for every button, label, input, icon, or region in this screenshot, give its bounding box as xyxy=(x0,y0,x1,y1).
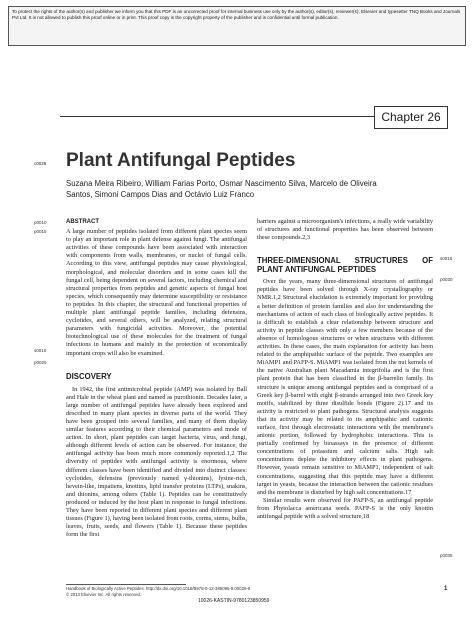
page-number: 1 xyxy=(444,586,448,592)
gutter-code-p0030: p0030 xyxy=(440,277,453,282)
gutter-code-s0015: s0015 xyxy=(440,256,453,261)
title-code: c0026 xyxy=(34,161,47,166)
structures-text: Over the years, many three-dimensional structures of antifungal peptides have been solved through X-ray crystallography or NMR.1,2 Structural elucidation is extremely important for providing a better definition of protein families and also for understanding the mechanisms of action of each class of biologically active peptides. It is difficult to establish a clear relationship between structure and activity in peptide classes with only a few members because of the absence of homologous structures or when structures with different activities. In these cases, the main explanation for activity has been related to the amphipathic surface of the peptide. Two examples are MiAMP1 and PAFP-S. MiAMP1 was isolated from the nut kernels of the native Australian plant Macadamia integrifolia and is the first plant protein that has been classified in the β-barrelin family. Its structure is unique among antifungal peptides and is comprised of a Greek key β-barrel with eight β-strands arranged into two Greek key motifs, stabilized by three disulfide bonds (Figure 2).17 and its activity is restricted to plant pathogens. Structural analysis suggests that its activity may be related to its amphipathic and cationic surface, first through electrostatic interactions with the membrane's anionic portion, followed by hydrophobic interactions. This is partially confirmed by bioassays in the presence of different concentrations of potassium and calcium salts. High salt concentrations deplete the inhibitory effects in plant pathogens. However, yeasts remain sensitive to MiAMP1, independent of salt concentrations, suggesting that this peptide may have a different target in yeasts, because the interaction between the cationic residues and the membrane is disturbed by high salt concentrations.17 xyxy=(257,278,433,496)
chapter-title: Plant Antifungal Peptides xyxy=(66,150,296,171)
gutter-code-p0035: p0035 xyxy=(440,553,453,558)
author-list: Suzana Meira Ribeiro, William Farias Porto, Osmar Nascimento Silva, Marcelo de Oliveira Santos, Simoni Campos Dias and Octávio Luiz Franco xyxy=(66,179,377,199)
right-column xyxy=(257,218,433,603)
discovery-text: In 1942, the first antimicrobial peptide (AMP) was isolated by Ball and Hale in the wheat plant and named as purothionin. Decades later, a large number of antifungal peptides have already been explored and described in many plant species in diverse parts of the world. They have been grouped into several families, and many of them display similar features according to their chemical parameters and mode of action. In short, plant peptides can target bacteria, virus, and fungi, although different levels of action can be observed. For instance, the antifungal activity has been much more commonly reported.1,2 The diversity of peptides with antifungal activity is enormous, where different classes have been identified and divided into distinct classes: cyclotides, defensins (previously named γ-thionins), lysine-rich, hevein-like, impatiens, knottins, lipid transfer proteins (LTPs), snakins, and thionins, among others (Table 1). Peptides can be constitutively produced or induced by the host plant in response to fungal infections. They have been reported in different plant species and different plant tissues (Figure 1), having been isolated from roots, corms, stems, bulbs, leaves, fruits, seeds, and flowers (Table 1). Because these peptides form the first xyxy=(66,385,247,539)
proof-notice-banner: To protect the rights of the author(s) and publisher we inform you that this PDF is an uncorrected proof for internal business use only by the author(s), editor(s), reviewer(s), Elsevier and typesetter TNQ Books and Journals Pvt Ltd. It is not allowed to publish this proof online or in print. This proof copy is the copyright property of the publisher and is confidential until formal publication. xyxy=(8,6,466,46)
structures-heading: THREE-DIMENSIONAL STRUCTURES OF PLANT ANTIFUNGAL PEPTIDES xyxy=(257,256,433,275)
structures-text-2: Similar results were observed for PAFP-S, an antifungal peptide from Phytolacca americana seeds. PAFP-S is the only knottin antifungal peptide with a solved structure,18 xyxy=(257,496,433,520)
abstract-text: A large number of peptides isolated from different plant species seem to play an important role in plant defense against fungi. The antifungal activities of these compounds have been associated with interaction with components from walls, membranes, or nuclei of fungal cells. According to this view, antifungal peptides may cause physiological, morphological, and molecular disorders and in some cases kill the fungal cell, being dependent on several factors, including chemical and structural properties from peptides and genetic aspects of fungal host species, which consequently may determine susceptibility or resistance to peptides. In this chapter, the structural and functional properties of multiple plant antifungal peptide families, including defensins, cyclotides, and several others, will be analyzed, relating structural parameters with fungicidal activities. Moreover, the potential biotechnological use of these molecules for the treatment of fungal infections in humans and mainly in the protection of economically important crops will also be examined. xyxy=(66,228,247,357)
abstract-heading: ABSTRACT xyxy=(66,219,99,225)
discovery-heading: DISCOVERY xyxy=(66,371,112,381)
footer-rule xyxy=(66,584,186,585)
barcode-id: 10026-KASTIN-9780123850959 xyxy=(198,598,270,604)
left-column xyxy=(66,218,247,603)
chapter-label: Chapter 26 xyxy=(374,106,448,129)
right-intro-text: barriers against a microorganism's infections, a really wide variability of structures and functional properties has been observed between these compounds.2,3 xyxy=(257,218,433,242)
page-footer xyxy=(66,584,256,597)
gutter-code-p0010: p0010 xyxy=(34,220,47,225)
footer-doi: Handbook of Biologically Active Peptides. http://dx.doi.org/10.1016/B978-0-12-385095-9.00026-6 xyxy=(66,586,251,591)
gutter-code-p0025: p0025 xyxy=(34,360,47,365)
gutter-code-p0015: p0015 xyxy=(34,229,47,234)
footer-copyright: © 2013 Elsevier Inc. All rights reserved. xyxy=(66,591,142,597)
gutter-code-s0010: s0010 xyxy=(34,348,47,353)
